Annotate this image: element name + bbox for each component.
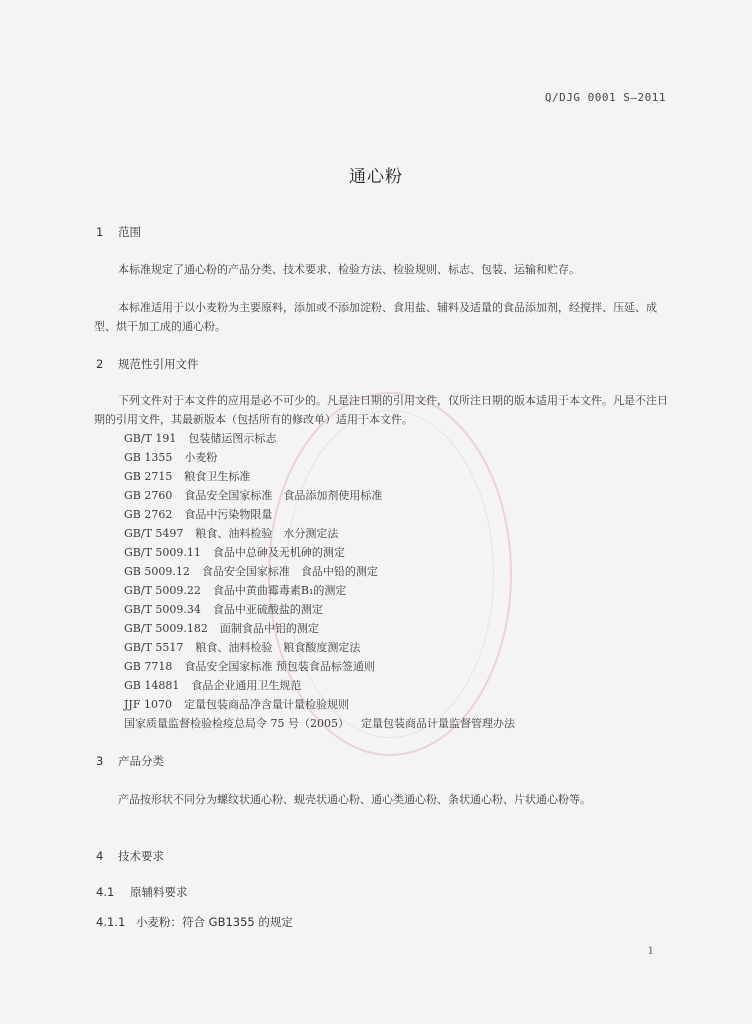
- reference-title: 定量包装商品净含量计量检验规则: [183, 698, 349, 711]
- reference-item: [124, 505, 644, 524]
- reference-code: GB 1355: [124, 451, 173, 464]
- section-title: 技术要求: [118, 849, 164, 863]
- reference-item: [124, 562, 644, 581]
- reference-code: GB 5009.12: [124, 565, 190, 578]
- section-1-heading: [96, 224, 141, 240]
- reference-code: GB/T 5517: [124, 641, 184, 654]
- reference-item: [124, 676, 644, 695]
- reference-code: GB/T 191: [124, 432, 177, 445]
- reference-title: 粮食、油料检验 水分测定法: [195, 527, 339, 540]
- classification-paragraph: 产品按形状不同分为螺纹状通心粉、蚬壳状通心粉、通心类通心粉、条状通心粉、片状通心粉等。: [118, 793, 591, 806]
- refs-intro-paragraph: 下列文件对于本文件的应用是必不可少的。凡是注日期的引用文件，仅所注日期的版本适用于本文件。凡是不注日期的引用文件，其最新版本（包括所有的修改单）适用于本文件。: [94, 394, 668, 426]
- document-title: 通心粉: [349, 167, 403, 187]
- subsection-title: 原辅料要求: [130, 885, 188, 899]
- reference-code: GB 7718: [124, 660, 173, 673]
- reference-title: 食品企业通用卫生规范: [191, 679, 302, 692]
- reference-list: [124, 429, 644, 733]
- reference-title: 食品中总砷及无机砷的测定: [212, 546, 345, 559]
- reference-code: GB/T 5009.182: [124, 622, 208, 635]
- reference-code: GB/T 5009.34: [124, 603, 201, 616]
- section-number: 4: [96, 849, 104, 863]
- reference-item: [124, 619, 644, 638]
- reference-title: 食品安全国家标准 食品中铅的测定: [201, 565, 378, 578]
- reference-title: 小麦粉: [184, 451, 218, 464]
- reference-title: 粮食卫生标准: [184, 470, 251, 483]
- reference-code: JJF 1070: [124, 698, 172, 711]
- document-code: Q/DJG 0001 S—2011: [544, 91, 666, 104]
- reference-item: [124, 695, 644, 714]
- reference-title: 食品中黄曲霉毒素B₁的测定: [212, 584, 347, 597]
- subsubsection-text: 小麦粉：符合 GB1355 的规定: [136, 915, 293, 929]
- section-title: 规范性引用文件: [118, 357, 199, 371]
- reference-title: 食品中污染物限量: [184, 508, 273, 521]
- reference-item: [124, 638, 644, 657]
- section-4-1-1-line: [96, 914, 293, 930]
- subsection-number: 4.1: [96, 885, 115, 899]
- reference-item: [124, 600, 644, 619]
- section-4-heading: [96, 848, 164, 864]
- reference-item: [124, 524, 644, 543]
- reference-item: [124, 486, 644, 505]
- reference-code: GB 2760: [124, 489, 173, 502]
- reference-title: 食品安全国家标准 预包装食品标签通则: [184, 660, 375, 673]
- reference-code: GB/T 5009.22: [124, 584, 201, 597]
- section-number: 3: [96, 754, 104, 768]
- reference-code: GB/T 5497: [124, 527, 184, 540]
- reference-code: GB 14881: [124, 679, 180, 692]
- subsubsection-number: 4.1.1: [96, 915, 126, 929]
- section-number: 1: [96, 225, 104, 239]
- reference-item: [124, 429, 644, 448]
- reference-title: 粮食、油料检验 粮食酸度测定法: [195, 641, 361, 654]
- reference-item: [124, 657, 644, 676]
- reference-code: GB/T 5009.11: [124, 546, 201, 559]
- section-2-heading: [96, 356, 199, 372]
- reference-item: [124, 714, 644, 733]
- reference-item: [124, 448, 644, 467]
- reference-title: 定量包装商品计量监督管理办法: [360, 717, 515, 730]
- reference-title: 包装储运图示标志: [188, 432, 277, 445]
- scope-paragraph-2: 本标准适用于以小麦粉为主要原料，添加或不添加淀粉、食用盐、辅料及适量的食品添加剂，经搅拌、压延、成型、烘干加工成的通心粉。: [94, 301, 657, 333]
- page-number: 1: [647, 946, 654, 957]
- section-3-heading: [96, 753, 164, 769]
- reference-item: [124, 581, 644, 600]
- reference-item: [124, 543, 644, 562]
- section-4-1-heading: [96, 884, 188, 900]
- section-title: 范围: [118, 225, 141, 239]
- reference-code: GB 2762: [124, 508, 173, 521]
- section-number: 2: [96, 357, 104, 371]
- reference-item: [124, 467, 644, 486]
- reference-code: 国家质量监督检验检疫总局令 75 号（2005）: [124, 717, 349, 730]
- reference-title: 食品中亚硫酸盐的测定: [212, 603, 323, 616]
- scope-paragraph-1: 本标准规定了通心粉的产品分类、技术要求、检验方法、检验规则、标志、包装、运输和贮存。: [118, 263, 580, 276]
- reference-code: GB 2715: [124, 470, 173, 483]
- section-title: 产品分类: [118, 754, 164, 768]
- reference-title: 食品安全国家标准 食品添加剂使用标准: [184, 489, 383, 502]
- reference-title: 面制食品中铝的测定: [219, 622, 319, 635]
